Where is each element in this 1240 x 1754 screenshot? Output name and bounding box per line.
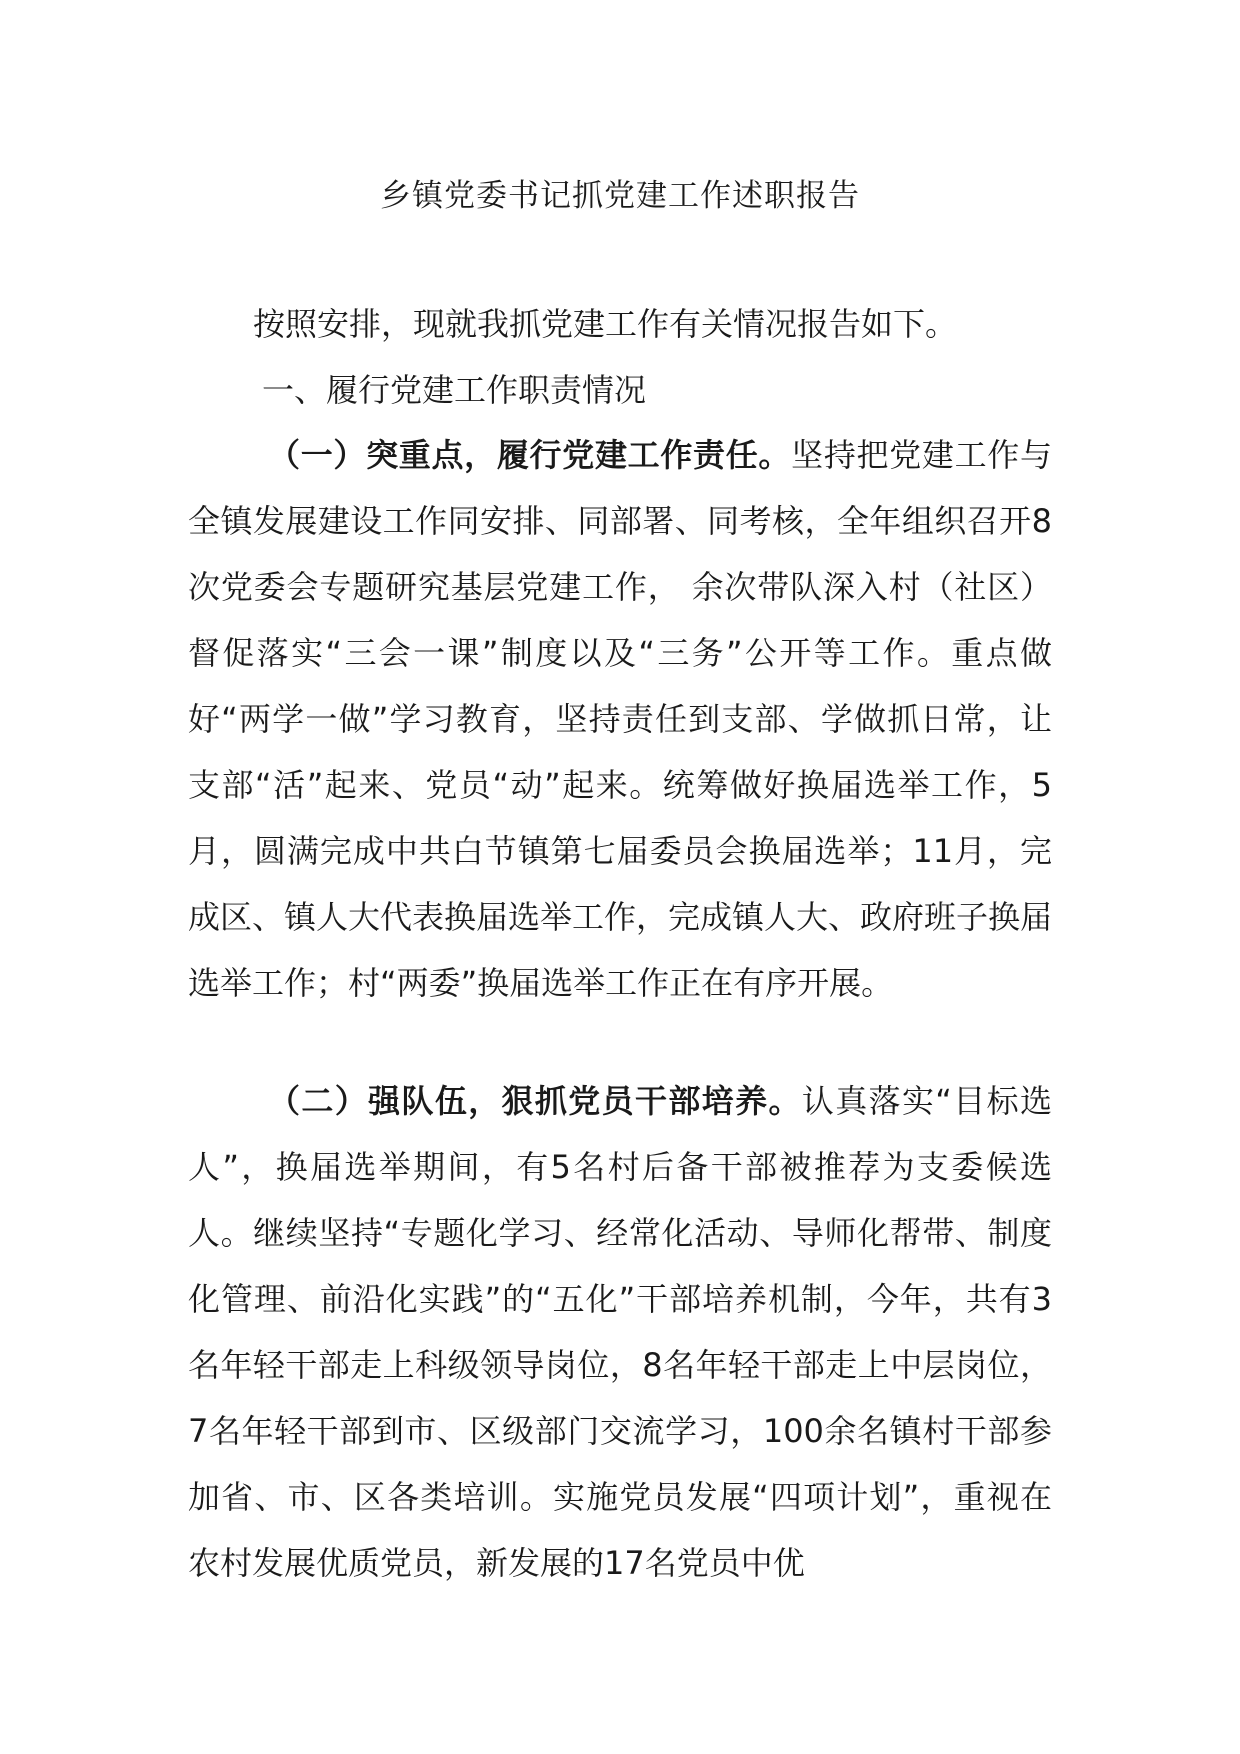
paragraph-2 — [188, 1068, 1052, 1596]
paragraph-1 — [188, 422, 1052, 1016]
paragraph-1-body: 坚持把党建工作与全镇发展建设工作同安排、同部署、同考核，全年组织召开8次党委会专题研究基层党建工作， 余次带队深入村（社区）督促落实“三会一课”制度以及“三务”公开等工作。重点做好“两学一做”学习教育，坚持责任到支部、学做抓日常，让支部“活”起来、党员“动”起来。统筹做好换届选举工作，5月，圆满完成中共白节镇第七届委员会换届选举；11月，完成区、镇人大代表换届选举工作，完成镇人大、政府班子换届选举工作；村“两委”换届选举工作正在有序开展。 — [188, 436, 1053, 1002]
paragraph-2-body: 认真落实“目标选人”，换届选举期间，有5名村后备干部被推荐为支委候选人。继续坚持“专题化学习、经常化活动、导师化帮带、制度化管理、前沿化实践”的“五化”干部培养机制，今年，共有3名年轻干部走上科级领导岗位，8名年轻干部走上中层岗位，7名年轻干部到市、区级部门交流学习，100余名镇村干部参加省、市、区各类培训。实施党员发展“四项计划”，重视在农村发展优质党员，新发展的17名党员中优 — [188, 1082, 1052, 1582]
document-title: 乡镇党委书记抓党建工作述职报告 — [380, 178, 860, 214]
paragraph-1-lead: （一）突重点，履行党建工作责任。 — [268, 436, 792, 474]
paragraph-2-lead: （二）强队伍，狠抓党员干部培养。 — [268, 1082, 802, 1120]
section-heading: 一、履行党建工作职责情况 — [262, 371, 647, 409]
intro-sentence: 按照安排，现就我抓党建工作有关情况报告如下。 — [253, 305, 958, 343]
